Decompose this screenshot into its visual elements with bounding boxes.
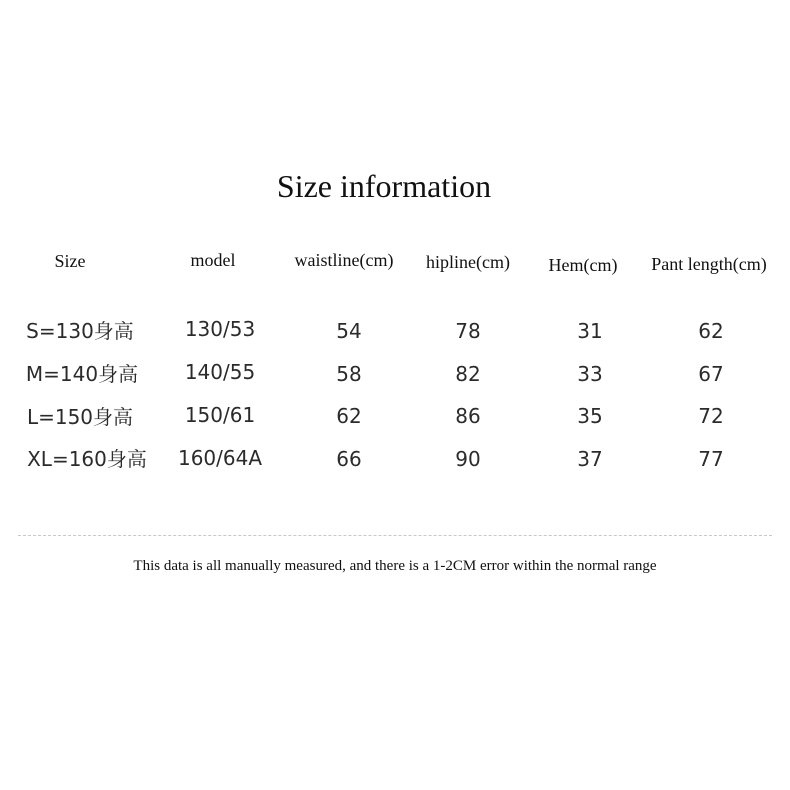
table-cell-hem: 35	[577, 404, 603, 428]
measurement-note: This data is all manually measured, and there is a 1-2CM error within the normal range	[133, 558, 657, 574]
table-cell-model: 140/55	[184, 360, 256, 384]
table-cell-size: L=150身高	[26, 405, 134, 429]
table-cell-pant-length: 77	[698, 447, 724, 471]
dashed-divider	[18, 535, 772, 536]
header-hipline: hipline(cm)	[426, 252, 510, 272]
table-cell-waistline: 58	[336, 362, 362, 386]
table-cell-size: M=140身高	[25, 362, 139, 386]
header-waistline: waistline(cm)	[294, 250, 394, 270]
table-cell-hem: 31	[577, 319, 603, 343]
table-cell-pant-length: 72	[698, 404, 724, 428]
table-cell-size: S=130身高	[26, 319, 134, 343]
table-cell-waistline: 62	[336, 404, 362, 428]
page-title: Size information	[276, 168, 492, 204]
table-cell-pant-length: 62	[698, 319, 724, 343]
table-cell-model: 150/61	[184, 403, 256, 427]
header-size: Size	[54, 251, 86, 271]
table-cell-size: XL=160身高	[27, 447, 147, 471]
table-cell-hem: 37	[577, 447, 603, 471]
table-cell-hipline: 86	[455, 404, 481, 428]
table-cell-hipline: 82	[455, 362, 481, 386]
table-cell-hipline: 78	[455, 319, 481, 343]
table-cell-hipline: 90	[455, 447, 481, 471]
table-cell-waistline: 66	[336, 447, 362, 471]
table-cell-hem: 33	[577, 362, 603, 386]
header-hem: Hem(cm)	[548, 255, 618, 275]
table-cell-model: 160/64A	[177, 446, 263, 470]
table-cell-pant-length: 67	[698, 362, 724, 386]
table-cell-model: 130/53	[184, 317, 256, 341]
header-model: model	[190, 250, 236, 270]
table-cell-waistline: 54	[336, 319, 362, 343]
header-pant-length: Pant length(cm)	[651, 254, 767, 274]
